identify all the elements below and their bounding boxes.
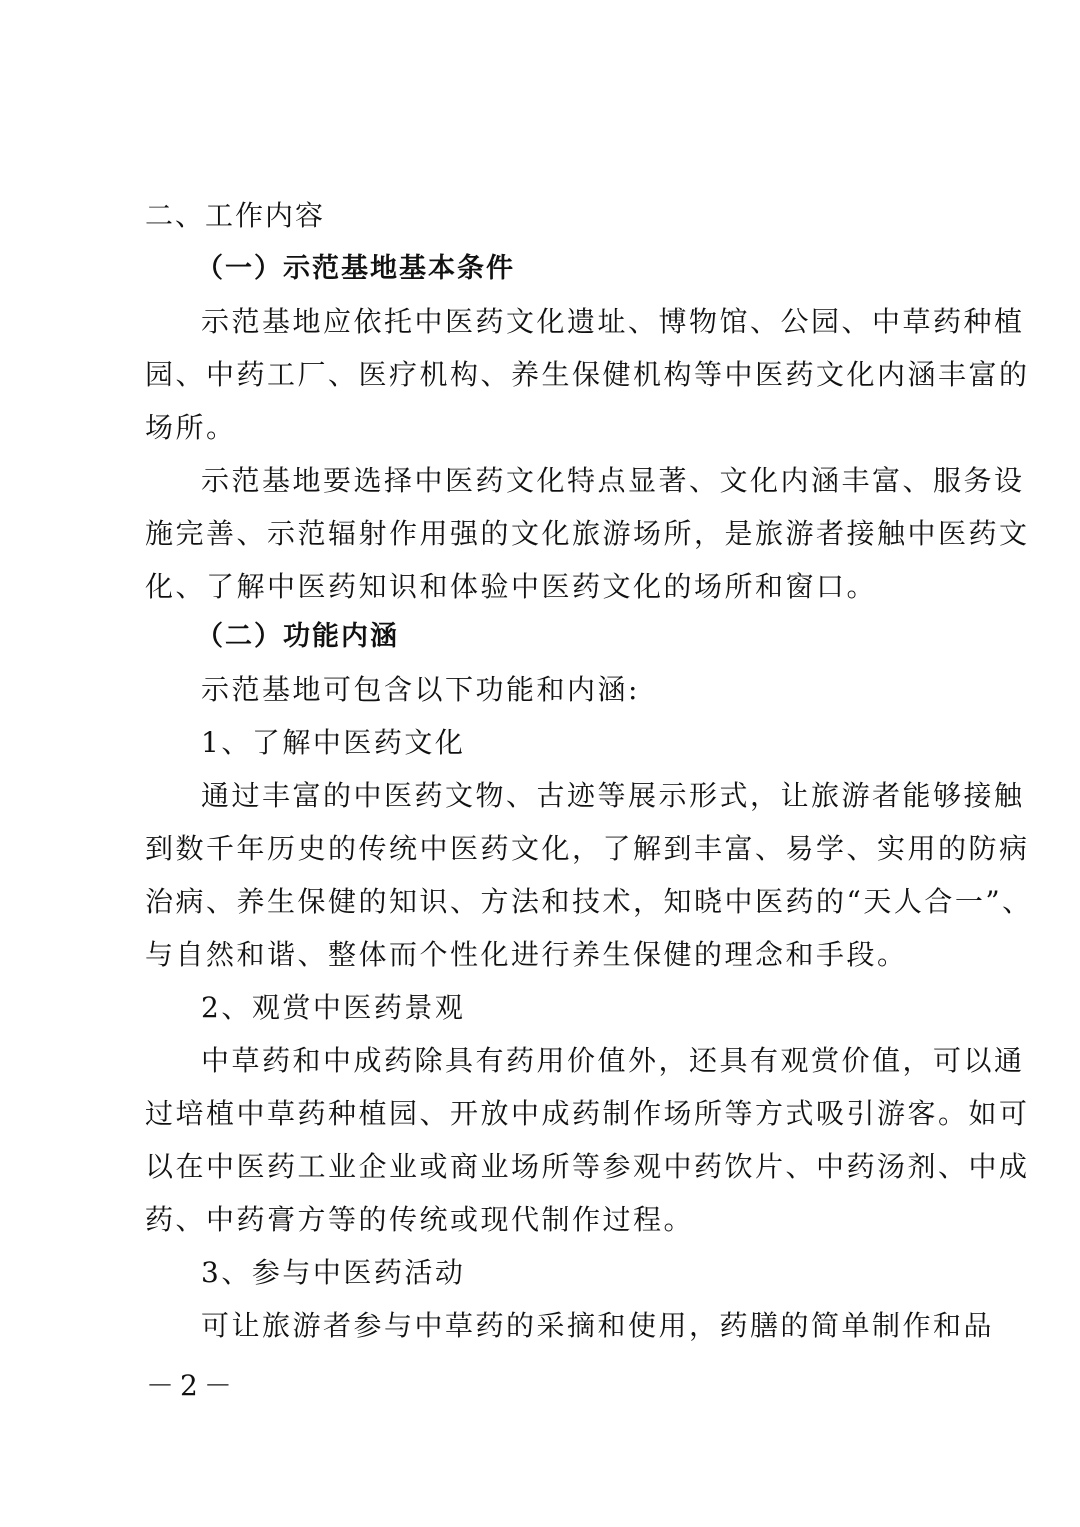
- paragraph-line: 中草药和中成药除具有药用价值外，还具有观赏价值，可以通: [201, 1044, 1025, 1077]
- paragraph-line: 示范基地可包含以下功能和内涵:: [201, 673, 640, 706]
- item-title-1: 1、了解中医药文化: [201, 726, 466, 759]
- paragraph-line: 园、中药工厂、医疗机构、养生保健机构等中医药文化内涵丰富的: [145, 358, 1030, 391]
- item-title-3: 3、参与中医药活动: [201, 1256, 466, 1289]
- paragraph-line: 场所。: [145, 411, 237, 444]
- section-title: 二、工作内容: [145, 199, 326, 232]
- paragraph-line: 与自然和谐、整体而个性化进行养生保健的理念和手段。: [145, 938, 908, 971]
- paragraph-line: 过培植中草药种植园、开放中成药制作场所等方式吸引游客。如可: [145, 1097, 1030, 1130]
- paragraph-line: 以在中医药工业企业或商业场所等参观中药饮片、中药汤剂、中成: [145, 1150, 1030, 1183]
- paragraph-line: 施完善、示范辐射作用强的文化旅游场所，是旅游者接触中医药文: [145, 517, 1030, 550]
- page-number: －2－: [146, 1369, 238, 1402]
- paragraph-line: 示范基地应依托中医药文化遗址、博物馆、公园、中草药种植: [201, 305, 1025, 338]
- subsection-title-1: （一）示范基地基本条件: [196, 253, 515, 284]
- paragraph-line: 药、中药膏方等的传统或现代制作过程。: [145, 1203, 695, 1236]
- paragraph-line: 示范基地要选择中医药文化特点显著、文化内涵丰富、服务设: [201, 464, 1025, 497]
- paragraph-line: 到数千年历史的传统中医药文化，了解到丰富、易学、实用的防病: [145, 832, 1030, 865]
- paragraph-line: 通过丰富的中医药文物、古迹等展示形式，让旅游者能够接触: [201, 779, 1025, 812]
- item-title-2: 2、观赏中医药景观: [201, 991, 466, 1024]
- paragraph-line: 可让旅游者参与中草药的采摘和使用，药膳的简单制作和品: [201, 1309, 995, 1342]
- subsection-title-2: （二）功能内涵: [196, 621, 399, 652]
- paragraph-line: 治病、养生保健的知识、方法和技术，知晓中医药的“天人合一”、: [145, 885, 1033, 918]
- paragraph-line: 化、了解中医药知识和体验中医药文化的场所和窗口。: [145, 570, 878, 603]
